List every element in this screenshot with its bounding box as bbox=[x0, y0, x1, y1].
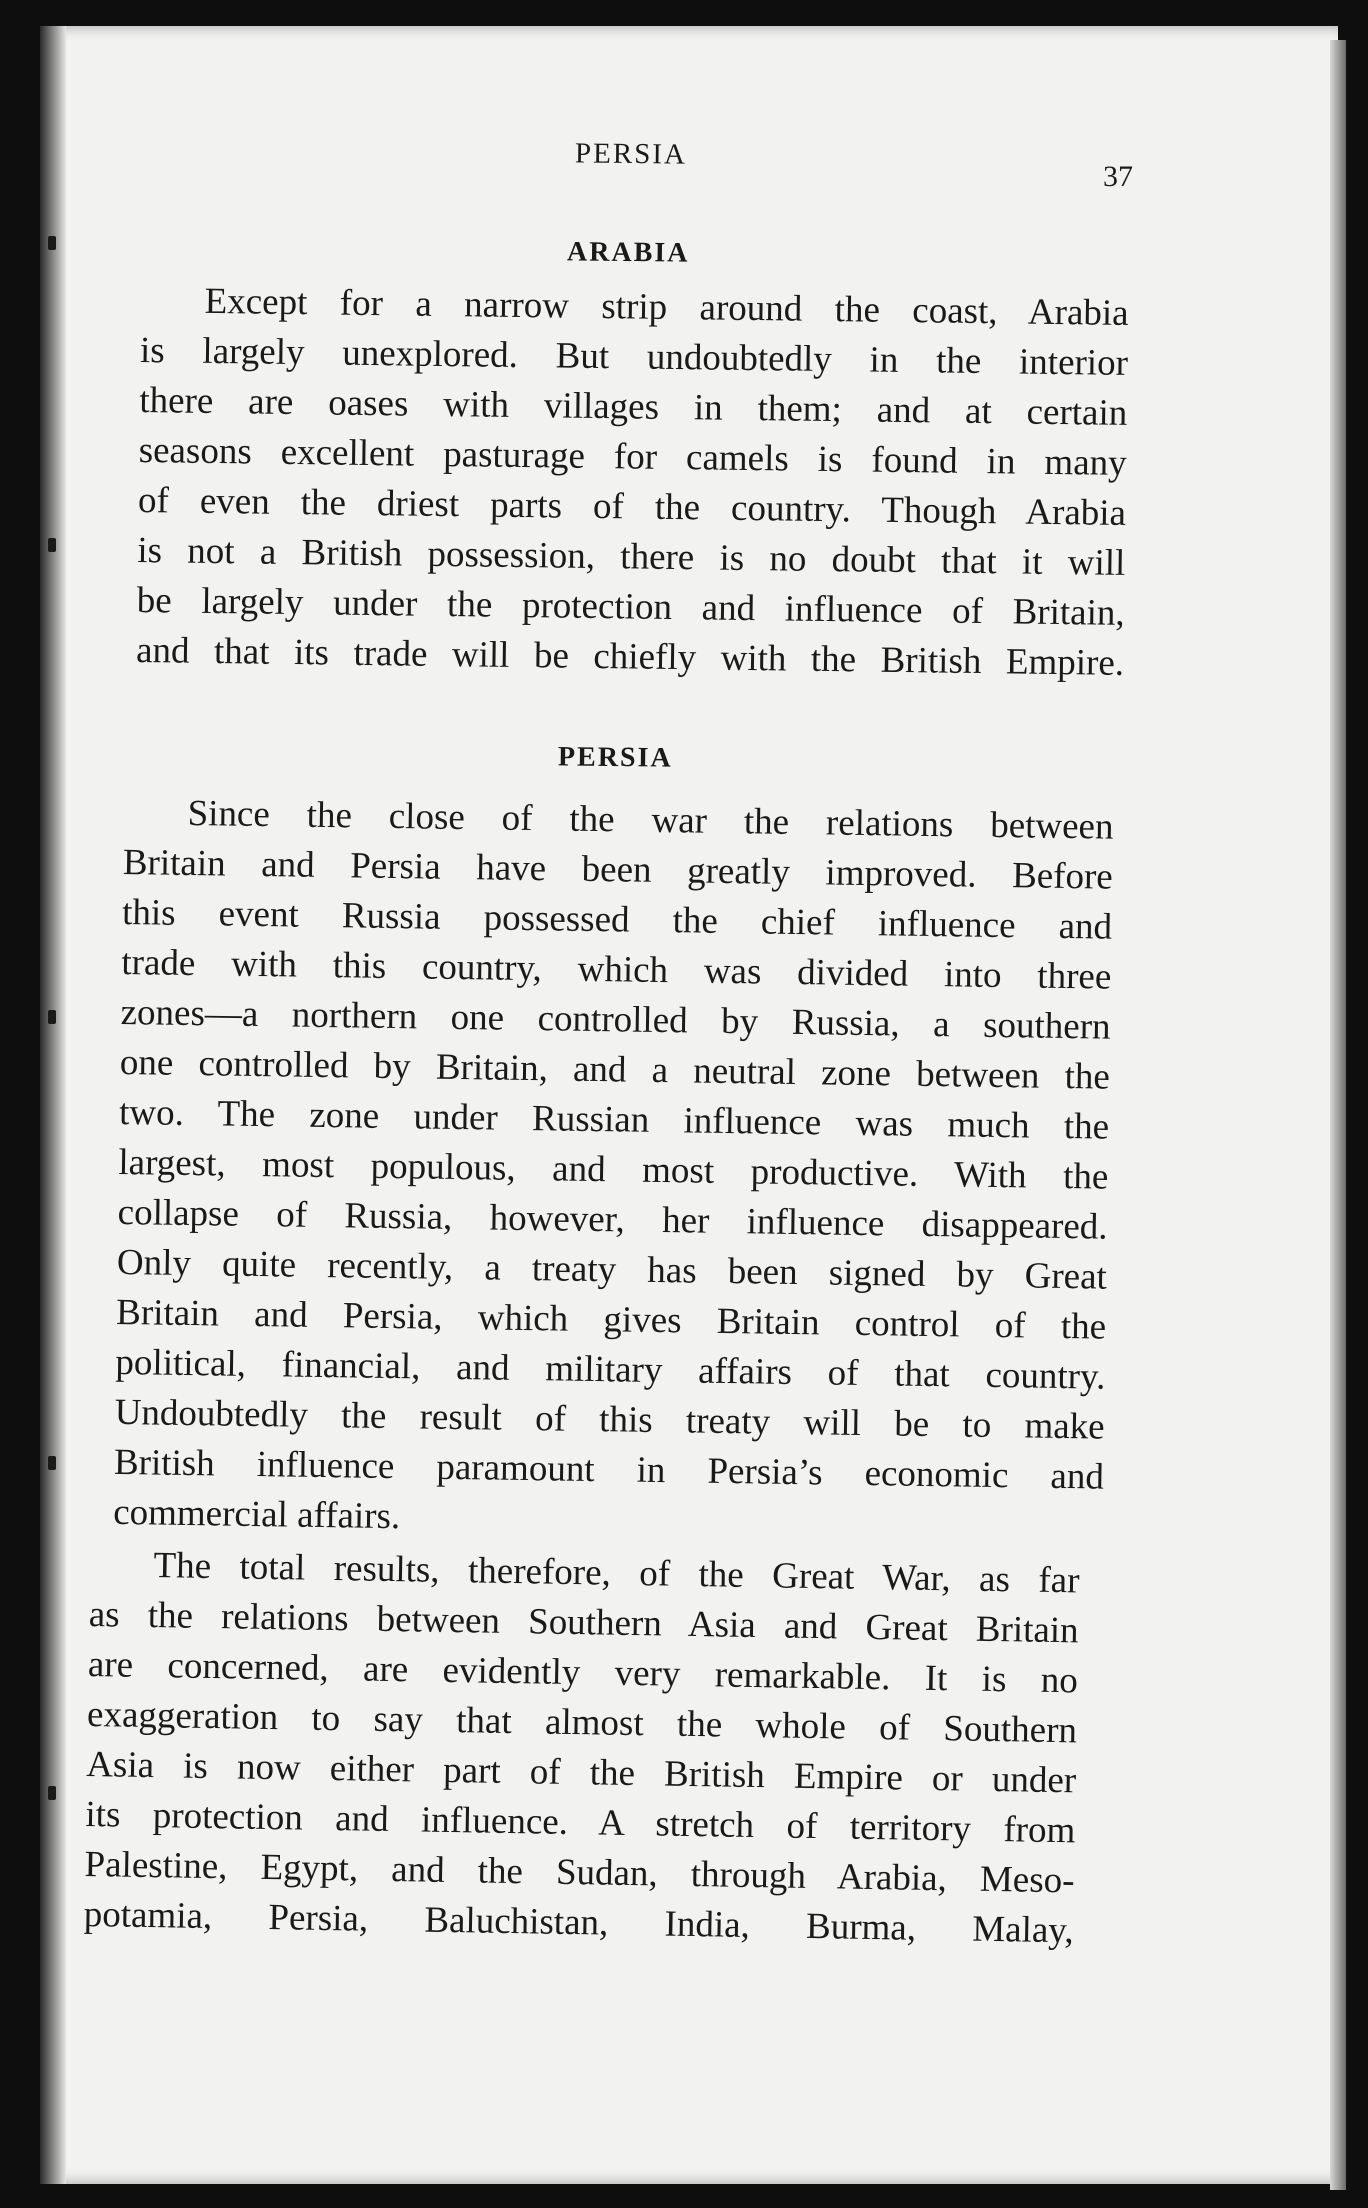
running-head: PERSIA bbox=[574, 137, 688, 171]
text-line: as the relations between Southern Asia and Great Britain bbox=[88, 1593, 1079, 1652]
text-line: zones—a northern one controlled by Russia, a southern bbox=[120, 991, 1111, 1048]
text-line: Britain and Persia, which gives Britain control of the bbox=[115, 1291, 1107, 1348]
text-line: commercial affairs. bbox=[112, 1491, 401, 1538]
text-line: The total results, therefore, of the Great War, as far bbox=[153, 1545, 1080, 1602]
text-line: Only quite recently, a treaty has been signed by Great bbox=[116, 1241, 1108, 1298]
page-number: 37 bbox=[1103, 160, 1133, 193]
text-line: one controlled by Britain, and a neutral zone between the bbox=[119, 1041, 1111, 1098]
text-line: Britain and Persia have been greatly improved. Before bbox=[122, 841, 1114, 898]
text-line: potamia, Persia, Baluchistan, India, Burma, Malay, bbox=[83, 1893, 1074, 1952]
text-line: and that its trade will be chiefly with the British Empire. bbox=[135, 629, 1125, 684]
text-line: Palestine, Egypt, and the Sudan, through Arabia, Meso- bbox=[84, 1843, 1075, 1902]
text-line: British influence paramount in Persia’s economic and bbox=[113, 1441, 1105, 1498]
text-line: there are oases with villages in them; and at certain bbox=[139, 379, 1128, 434]
text-line: largest, most populous, and most productive. With the bbox=[118, 1141, 1109, 1198]
text-line: Asia is now either part of the British Empire or under bbox=[85, 1743, 1077, 1802]
text-line: be largely under the protection and influence of Britain, bbox=[136, 579, 1125, 634]
text-line: seasons excellent pasturage for camels is found in many bbox=[138, 429, 1127, 484]
text-line: its protection and influence. A stretch of territory from bbox=[85, 1793, 1076, 1852]
text-line: exaggeration to say that almost the whole of Southern bbox=[86, 1693, 1078, 1752]
paragraph-arabia bbox=[136, 276, 1129, 689]
text-line: political, financial, and military affairs of that country. bbox=[115, 1341, 1106, 1398]
binding-mark bbox=[48, 1456, 56, 1470]
text-line: collapse of Russia, however, her influence disappeared. bbox=[117, 1191, 1108, 1248]
text-line: this event Russia possessed the chief influence and bbox=[121, 891, 1113, 948]
binding-mark bbox=[48, 1786, 56, 1800]
text-line: Undoubtedly the result of this treaty will be to make bbox=[114, 1391, 1105, 1448]
text-line: Except for a narrow strip around the coast, Arabia bbox=[204, 280, 1129, 334]
text-line: are concerned, are evidently very remarkable. It is no bbox=[87, 1643, 1079, 1702]
page-right-edge bbox=[1330, 40, 1346, 2190]
text-line: of even the driest parts of the country. Though Arabia bbox=[137, 479, 1127, 534]
text-line: trade with this country, which was divided into three bbox=[121, 941, 1112, 998]
binding-gutter bbox=[40, 26, 66, 2184]
paragraph-persia bbox=[113, 788, 1114, 1553]
binding-mark bbox=[48, 1010, 56, 1024]
text-line: is largely unexplored. But undoubtedly in the interior bbox=[139, 329, 1129, 384]
text-line: is not a British possession, there is no doubt that it will bbox=[137, 529, 1126, 584]
section-heading-arabia: ARABIA bbox=[566, 236, 690, 269]
binding-mark bbox=[48, 538, 56, 552]
paragraph-results bbox=[83, 1540, 1079, 1956]
binding-mark bbox=[48, 236, 56, 250]
text-line: two. The zone under Russian influence was much the bbox=[118, 1091, 1110, 1148]
text-line: Since the close of the war the relations between bbox=[187, 792, 1114, 848]
section-heading-persia: PERSIA bbox=[557, 741, 673, 774]
